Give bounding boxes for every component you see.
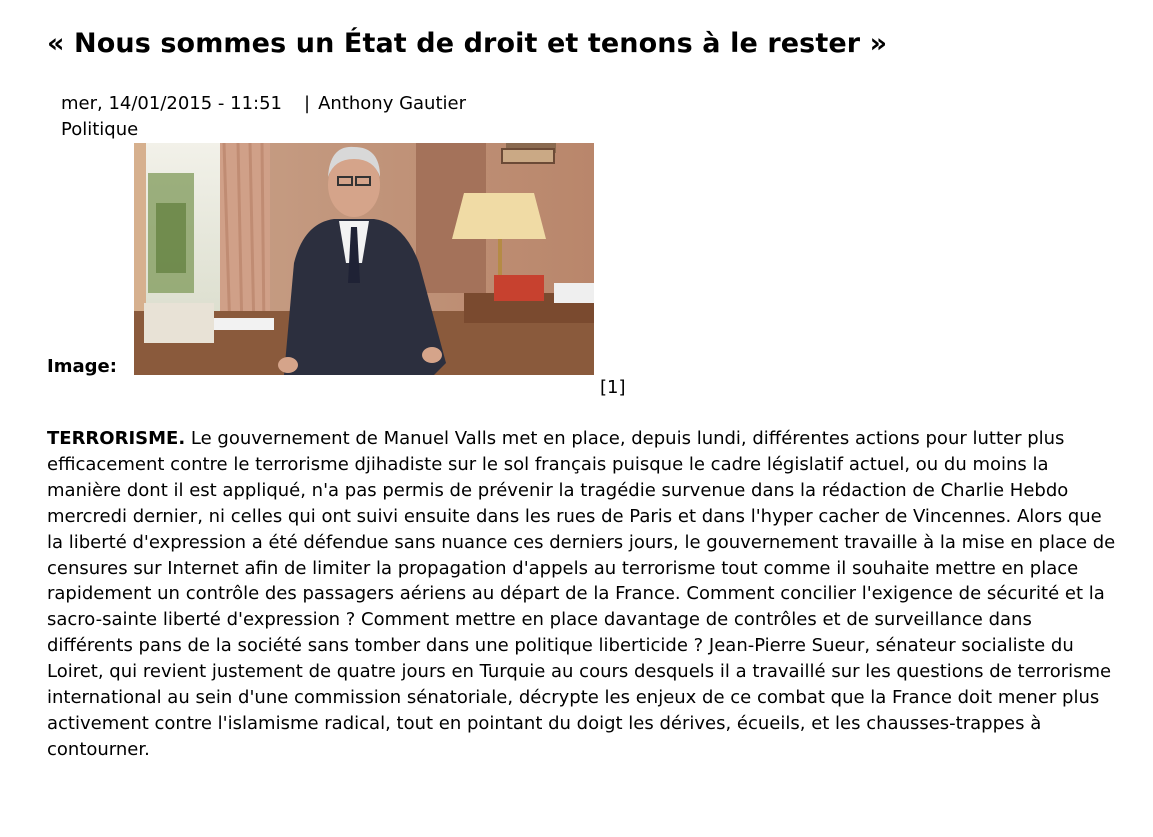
author-link[interactable]: Anthony Gautier — [318, 93, 466, 114]
category-link[interactable]: Politique — [61, 119, 139, 140]
article-title: « Nous sommes un État de droit et tenons à le rester » — [47, 28, 888, 59]
meta-separator: | — [304, 93, 311, 114]
lead-word: TERRORISME. — [47, 428, 186, 449]
article-body — [47, 426, 1117, 763]
publish-date: mer, 14/01/2015 - 11:51 — [61, 93, 283, 114]
article-photo — [134, 143, 594, 375]
body-text: Le gouvernement de Manuel Valls met en place, depuis lundi, différentes actions pour lutter plus efficacement contre le terrorisme djihadiste sur le sol français puisque le cadre législatif actuel, ou du moins la manière dont il est appliqué, n'a pas permis de prévenir la tragédie survenue dans la rédaction de Charlie Hebdo mercredi dernier, ni celles qui ont suivi ensuite dans les rues de Paris et dans l'hyper cacher de Vincennes. Alors que la liberté d'expression a été défendue sans nuance ces derniers jours, le gouvernement travaille à la mise en place de censures sur Internet afin de limiter la propagation d'appels au terrorisme tout comme il souhaite mettre en place rapidement un contrôle des passagers aériens au départ de la France. Comment concilier l'exigence de sécurité et la sacro-sainte liberté d'expression ? Comment mettre en place davantage de contrôles et de surveillance dans différents pans de la société sans tomber dans une politique liberticide ? Jean-Pierre Sueur, sénateur socialiste du Loiret, qui revient justement de quatre jours en Turquie au cours desquels il a travaillé sur les questions de terrorisme international au sein d'une commission sénatoriale, décrypte les enjeux de ce combat que la France doit mener plus activement contre l'islamisme radical, tout en pointant du doigt les dérives, écueils, et les chausses-trappes à contourner. — [47, 428, 1116, 760]
article-meta — [61, 93, 466, 114]
image-footnote-link[interactable]: [1] — [600, 377, 626, 398]
image-label: Image: — [47, 356, 117, 377]
